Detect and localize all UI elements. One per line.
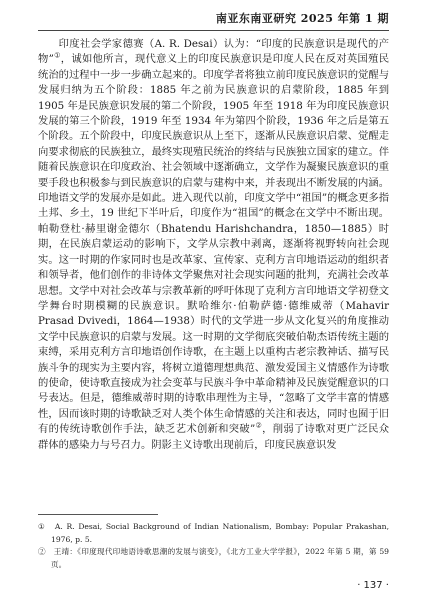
- article-body: [38, 37, 389, 453]
- footnote-1: ① A. R. Desai, Social Background of Indian Nationalism, Bombay: Popular Prakashan, 1976, p. 5.: [38, 522, 389, 544]
- footnote-ref-2[interactable]: ②: [255, 421, 263, 430]
- footnote-2: ② 王靖：《印度现代印地语诗歌思潮的发展与演变》，《北方工业大学学报》，2022 年第 5 期，第 59 页。: [38, 547, 389, 569]
- page-number: · 137 ·: [357, 580, 389, 591]
- running-header: [38, 8, 389, 31]
- body-text-segment: ，削弱了诗歌对更广泛民众群体的感染力与号召力。阴影主义诗歌出现前后，印度民族意识发: [38, 423, 390, 451]
- journal-title: 南亚东南亚研究 2025 年第 1 期: [215, 12, 389, 25]
- body-text-segment: ，诚如他所言，现代意义上的印度民族意识是印度人民在反对英国殖民统治的过程中一步一步确立起来的。印度学者将独立前印度民族意识的觉醒与发展归纳为五个阶段：1885 年之前为民族意识的启蒙阶段，1885 年到 1905 年是民族意识发展的第二个阶段，1905 年至 1918 年为印度民族意识发展的第三个阶段，1919 年至 1934 年为第四个阶段，1936 年之后是第五个阶段。五个阶段中，印度民族意识从上至下，逐渐从民族意识启蒙、觉醒走向要求彻底的民族独立，最终实现殖民统治的终结与民族独立国家的建立。伴随着民族意识在印度政治、社会领域中逐渐确立，文学作为凝聚民族意识的重要手段也积极参与到民族意识的启蒙与建构中来，并表现出不断发展的内涵。印地语文学的发展亦是如此。进入现代以前，印度文学中“祖国”的概念更多指土邦、乡土，19 世纪下半叶后，印度作为“祖国”的概念在文学中不断出现。帕勒登杜·赫里谢金德尔（Bhatendu Harishchandra，1850—1885）时期，在民族启蒙运动的影响下，文学从宗教中剥离，逐渐将视野转向社会现实。这一时期的作家同时也是改革家、宣传家、克利方言印地语运动的组织者和领导者，他们创作的非诗体文学聚焦对社会现实问题的批判，充满社会改革思想。文学中对社会改革与宗教革新的呼吁体现了克利方言印地语文学初登文学舞台时期模糊的民族意识。默哈维尔·伯勒萨德·德维威蒂（Mahavir Prasad Dvivedi，1864—1938）时代的文学进一步从文化复兴的角度推动文学中民族意识的启蒙与发展。这一时期的文学彻底突破伯勒杰语传统主题的束缚，采用克利方言印地语创作诗歌，在主题上以重构古老宗教神话、描写民族斗争的现实为主要内容，将树立道德理想典范、激发爱国主义情感作为诗歌的使命，使诗歌直接成为社会变革与民族斗争中革命精神及民族觉醒意识的口号表达。但是，德维威蒂时期的诗歌串理性为主导，“忽略了文学丰富的情感性，因而该时期的诗歌缺乏对人类个体生命情感的关注和表达，同时也囿于旧有的传统诗歌创作手法，缺乏艺术创新和突破”: [38, 53, 390, 436]
- body-text-segment: 印度社会学家德赛（A. R. Desai）认为：“印度的民族意识是现代的产物”: [38, 38, 389, 66]
- footnotes: [38, 521, 389, 571]
- footnote-ref-1[interactable]: ①: [53, 51, 61, 60]
- footnote-divider: [38, 514, 158, 515]
- body-paragraph: [38, 37, 389, 453]
